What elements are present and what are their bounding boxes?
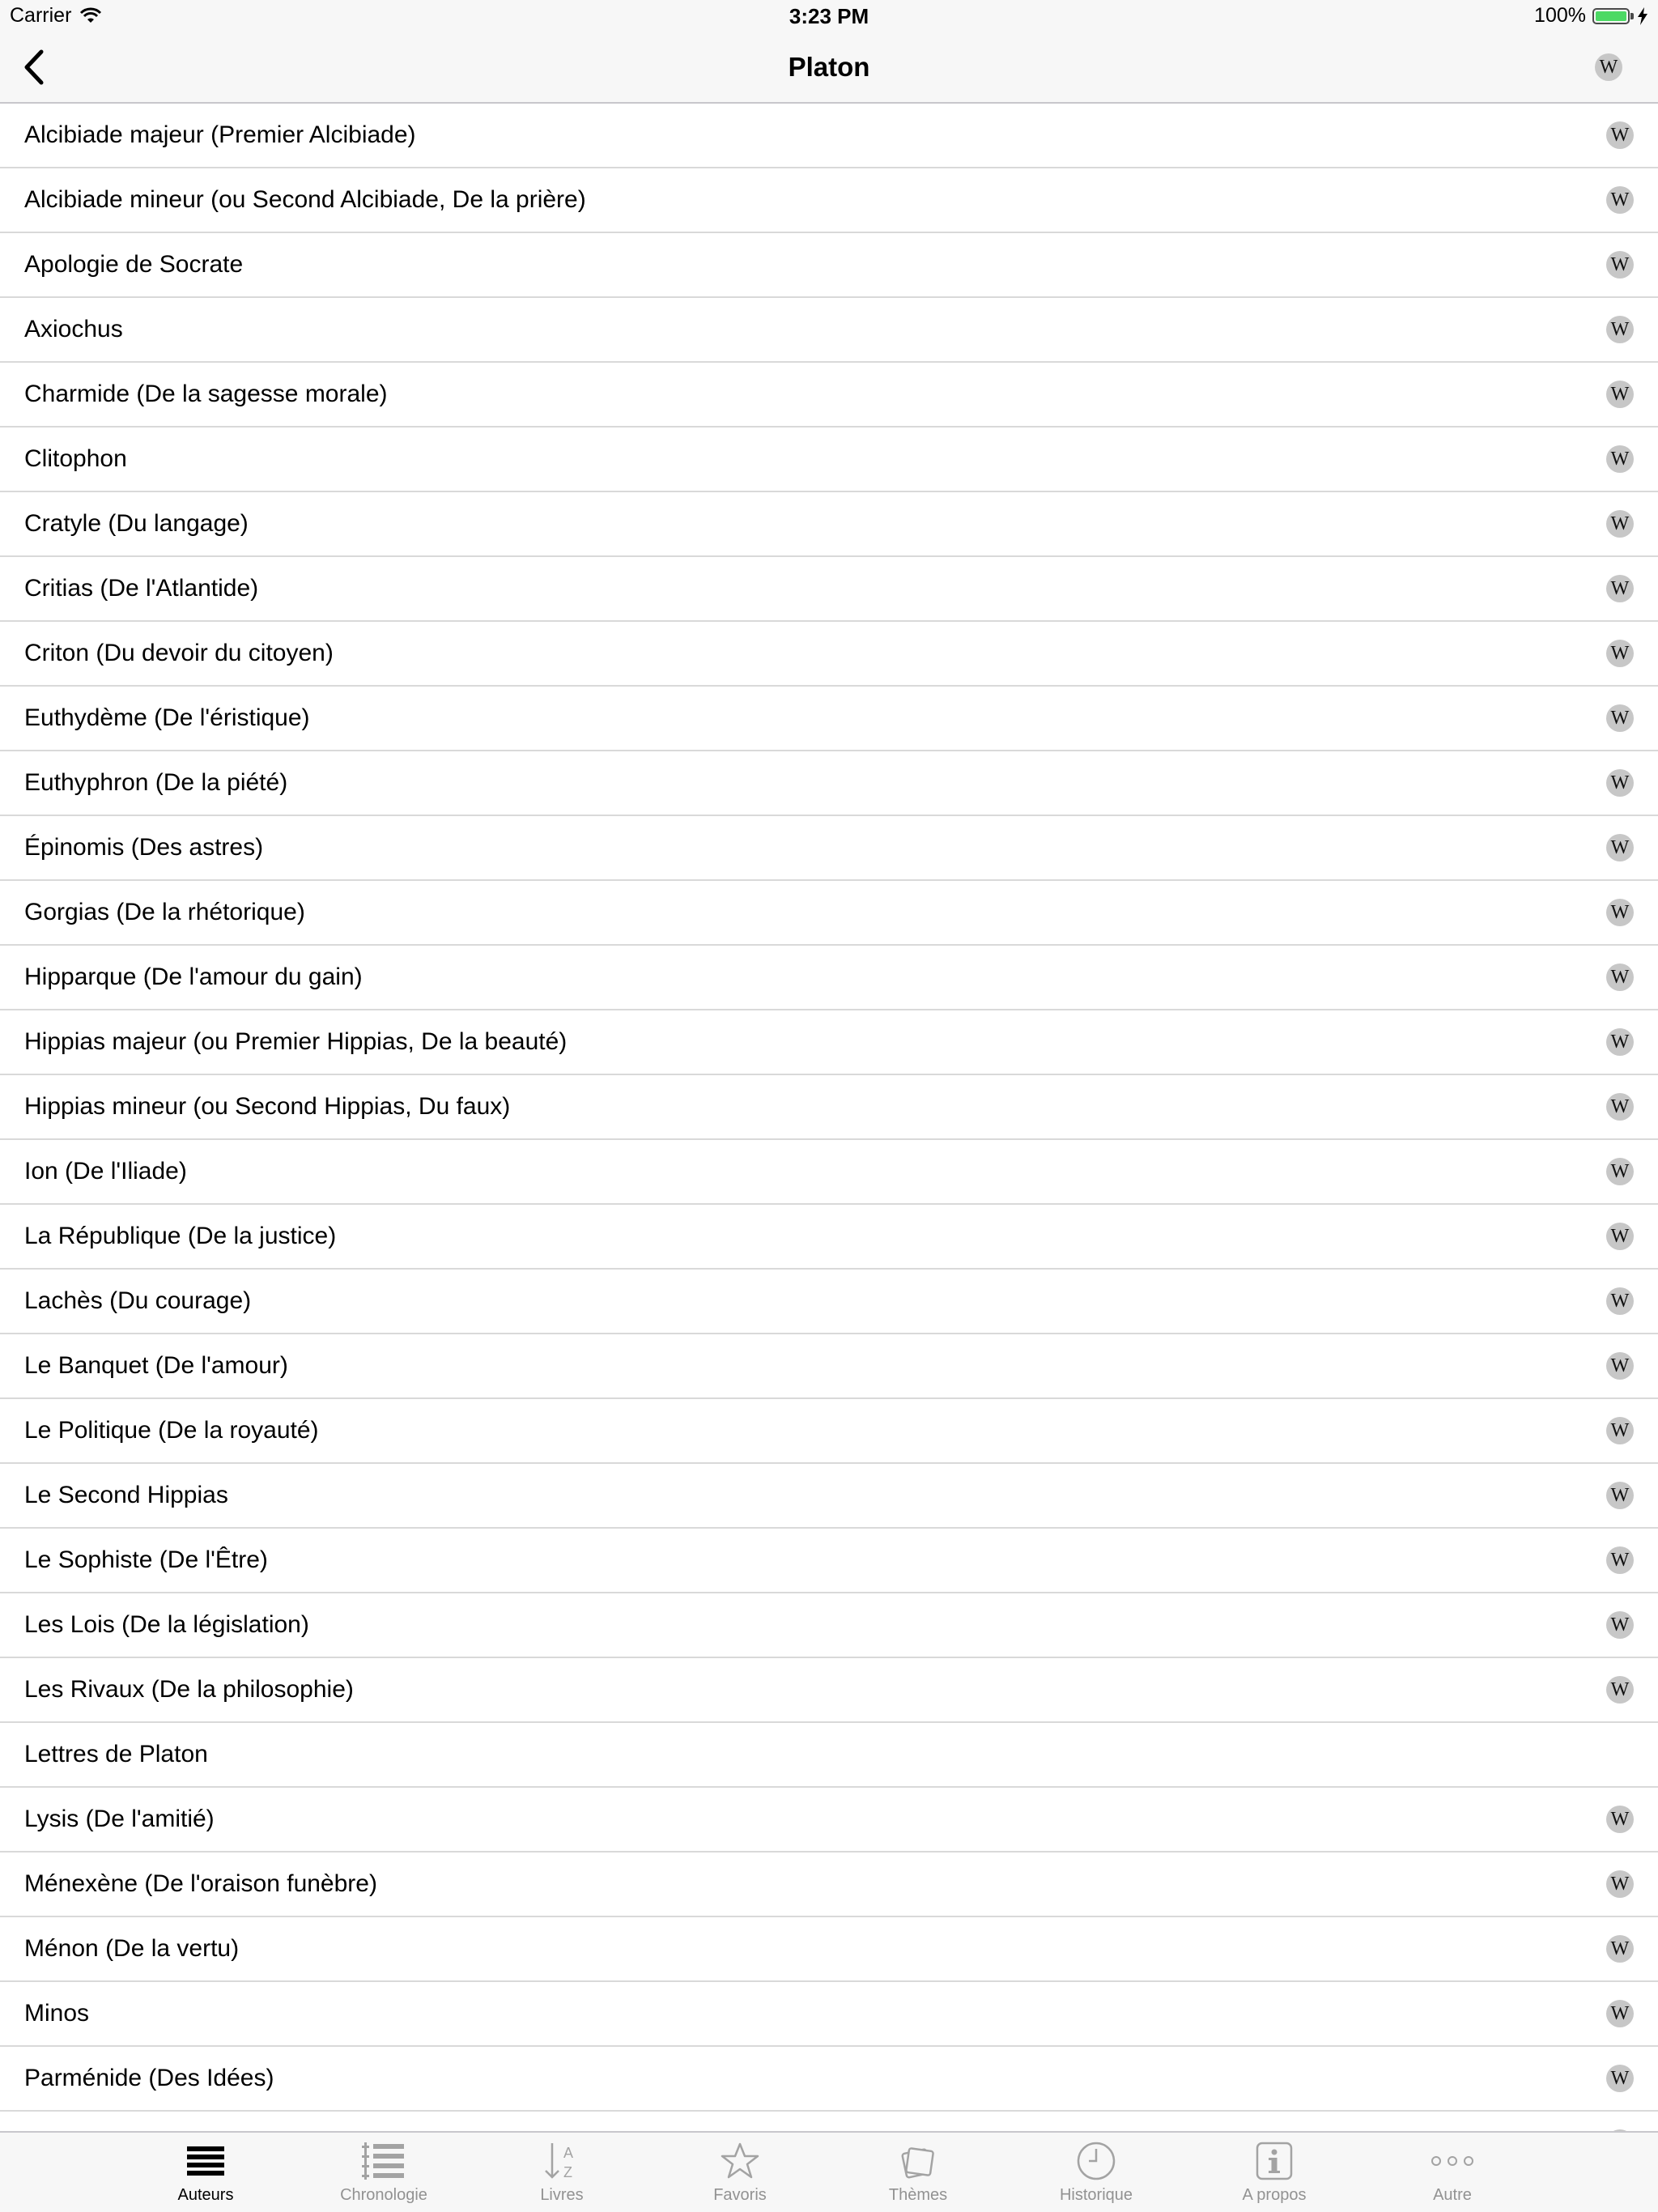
list-item[interactable] [0,1917,1658,1982]
tab-favoris[interactable] [651,2133,829,2212]
list-item-title: Parménide (Des Idées) [24,2065,274,2091]
wikipedia-icon: W [1606,575,1634,602]
list-item-title: Épinomis (Des astres) [24,834,264,861]
list-item-title: Hipparque (De l'amour du gain) [24,963,363,990]
wikipedia-icon: W [1606,121,1634,149]
list-item-title: Euthydème (De l'éristique) [24,704,310,731]
list-item-title: Cratyle (Du langage) [24,510,249,537]
list-icon [185,2141,226,2181]
tab-label: Auteurs [177,2186,234,2204]
info-icon [1256,2141,1293,2181]
wikipedia-icon: W [1606,381,1634,408]
tab-label: Historique [1059,2186,1133,2204]
tab-bar [0,2131,1658,2212]
wikipedia-link-button[interactable] [1606,640,1634,667]
battery-tip [1630,13,1634,19]
list-item[interactable] [0,881,1658,946]
tab-label: Thèmes [888,2186,948,2204]
list-item-title: La République (De la justice) [24,1223,337,1249]
sort-az-icon [542,2141,581,2181]
tab-auteurs[interactable] [117,2133,295,2212]
wikipedia-icon: W [1606,1870,1634,1898]
wikipedia-link-button[interactable] [1606,963,1634,991]
list-item-title: Lettres de Platon [24,1741,208,1767]
tab-label: A propos [1242,2186,1307,2204]
list-item[interactable] [0,428,1658,492]
navigation-bar [0,32,1658,104]
wikipedia-link-button[interactable] [1606,251,1634,279]
list-item-title: Les Lois (De la législation) [24,1611,309,1638]
wikipedia-icon: W [1606,1546,1634,1574]
list-item-title: Le Sophiste (De l'Être) [24,1546,268,1573]
wikipedia-link-button[interactable] [1606,575,1634,602]
tab-label: Autre [1433,2186,1472,2204]
wikipedia-icon: W [1606,1158,1634,1185]
list-item-title: Le Second Hippias [24,1482,228,1508]
wikipedia-icon: W [1606,1482,1634,1509]
wikipedia-link-button[interactable] [1606,1223,1634,1250]
status-bar [0,0,1658,32]
wikipedia-button[interactable] [1595,53,1622,81]
list-item[interactable] [0,1982,1658,2047]
wikipedia-link-button[interactable] [1606,1870,1634,1898]
wikipedia-icon: W [1606,316,1634,343]
battery-indicator [1534,4,1648,28]
wikipedia-link-button[interactable] [1606,1352,1634,1380]
page-title: Platon [788,52,870,82]
wikipedia-link-button[interactable] [1606,704,1634,732]
wikipedia-link-button[interactable] [1606,381,1634,408]
list-item-title: Ion (De l'Iliade) [24,1158,187,1185]
wikipedia-link-button[interactable] [1606,1093,1634,1121]
list-item-title: Apologie de Socrate [24,251,244,278]
wikipedia-icon: W [1606,1352,1634,1380]
wikipedia-icon: W [1606,2000,1634,2027]
list-item-title: Alcibiade majeur (Premier Alcibiade) [24,121,416,148]
list-item-title: Hippias majeur (ou Premier Hippias, De la beauté) [24,1028,568,1055]
list-item-title: Criton (Du devoir du citoyen) [24,640,334,666]
wikipedia-link-button[interactable] [1606,769,1634,797]
list-item[interactable] [0,298,1658,363]
list-item[interactable] [0,557,1658,622]
list-item[interactable] [0,1853,1658,1917]
charging-bolt-icon [1637,7,1648,25]
list-item[interactable] [0,1529,1658,1593]
wikipedia-link-button[interactable] [1606,1806,1634,1833]
list-item[interactable] [0,622,1658,687]
list-item[interactable] [0,1010,1658,1075]
list-item-title: Minos [24,2000,90,2027]
wikipedia-link-button[interactable] [1606,2065,1634,2092]
wikipedia-link-button[interactable] [1606,1935,1634,1963]
tab-label: Favoris [713,2186,767,2204]
wikipedia-link-button[interactable] [1606,1158,1634,1185]
status-time: 3:23 PM [789,4,869,28]
list-item-title: Critias (De l'Atlantide) [24,575,259,602]
wikipedia-icon: W [1606,2065,1634,2092]
svg-text:A: A [563,2145,574,2161]
list-item[interactable] [0,687,1658,751]
list-item[interactable] [0,751,1658,816]
wikipedia-link-button[interactable] [1606,834,1634,861]
wikipedia-link-button[interactable] [1606,316,1634,343]
wikipedia-icon: W [1606,186,1634,214]
list-item-title: Ménon (De la vertu) [24,1935,240,1962]
tab-chronologie[interactable] [295,2133,473,2212]
list-item[interactable] [0,1723,1658,1788]
wikipedia-link-button[interactable] [1606,445,1634,473]
list-item[interactable] [0,1788,1658,1853]
list-item[interactable] [0,1270,1658,1334]
tab-label: Livres [540,2186,584,2204]
tab-historique[interactable] [1007,2133,1185,2212]
list-item[interactable] [0,492,1658,557]
wikipedia-icon: W [1606,834,1634,861]
wikipedia-icon: W [1606,445,1634,473]
wikipedia-icon: W [1606,1028,1634,1056]
list-item-title: Gorgias (De la rhétorique) [24,899,305,925]
list-item[interactable] [0,2047,1658,2112]
wikipedia-icon: W [1606,1676,1634,1704]
list-item[interactable] [0,1658,1658,1723]
list-item-title: Le Politique (De la royauté) [24,1417,319,1444]
list-item[interactable] [0,946,1658,1010]
tabs-container [117,2133,1541,2212]
wikipedia-icon: W [1606,769,1634,797]
list-item-title: Axiochus [24,316,123,342]
wikipedia-link-button[interactable] [1606,1417,1634,1444]
wikipedia-link-button[interactable] [1606,1611,1634,1639]
list-item-title: Lysis (De l'amitié) [24,1806,215,1832]
wikipedia-link-button[interactable] [1606,1546,1634,1574]
wikipedia-link-button[interactable] [1606,510,1634,538]
wikipedia-icon: W [1606,251,1634,279]
works-list[interactable] [0,104,1658,2131]
wikipedia-link-button[interactable] [1606,121,1634,149]
list-item[interactable] [0,1334,1658,1399]
wikipedia-icon: W [1606,899,1634,926]
clock-icon [1076,2141,1116,2181]
wikipedia-link-button[interactable] [1606,1676,1634,1704]
list-item[interactable] [0,1464,1658,1529]
wikipedia-icon: W [1606,1806,1634,1833]
wikipedia-icon: W [1606,510,1634,538]
wikipedia-icon: W [1606,1611,1634,1639]
more-icon [1431,2141,1474,2181]
wikipedia-icon: W [1606,1093,1634,1121]
list-item-title: Clitophon [24,445,127,472]
tab-a-propos[interactable] [1185,2133,1363,2212]
timeline-icon [362,2141,406,2181]
wikipedia-link-button[interactable] [1606,899,1634,926]
list-item-title: Lachès (Du courage) [24,1287,252,1314]
list-item[interactable] [0,233,1658,298]
wikipedia-link-button[interactable] [1606,186,1634,214]
wikipedia-link-button[interactable] [1606,1287,1634,1315]
tab-th-mes[interactable] [829,2133,1007,2212]
tab-autre[interactable] [1363,2133,1541,2212]
list-item[interactable] [0,168,1658,233]
svg-text:Z: Z [563,2164,572,2180]
wikipedia-icon: W [1606,963,1634,991]
wikipedia-icon: W [1606,640,1634,667]
tab-livres[interactable] [473,2133,651,2212]
list-item-title: Les Rivaux (De la philosophie) [24,1676,354,1703]
wikipedia-icon: W [1606,1223,1634,1250]
list-item-title: Hippias mineur (ou Second Hippias, Du faux) [24,1093,511,1120]
carrier-label: Carrier [10,4,72,27]
wikipedia-link-button[interactable] [1606,1482,1634,1509]
list-item[interactable] [0,1399,1658,1464]
list-item[interactable] [0,1593,1658,1658]
wikipedia-icon: W [1606,1287,1634,1315]
tab-label: Chronologie [340,2186,427,2204]
list-item[interactable] [0,363,1658,428]
cards-icon [898,2141,938,2181]
wikipedia-icon: W [1595,53,1622,81]
list-item-title: Le Banquet (De l'amour) [24,1352,288,1379]
list-item-title: Ménexène (De l'oraison funèbre) [24,1870,377,1897]
list-item[interactable] [0,1140,1658,1205]
wikipedia-icon: W [1606,1417,1634,1444]
battery-icon [1592,8,1630,24]
battery-fill [1596,11,1626,21]
wikipedia-icon: W [1606,1935,1634,1963]
wikipedia-icon: W [1606,704,1634,732]
battery-percent: 100% [1534,4,1586,27]
list-item-title: Charmide (De la sagesse morale) [24,381,388,407]
list-item-title: Euthyphron (De la piété) [24,769,288,796]
wikipedia-link-button[interactable] [1606,1028,1634,1056]
star-icon [720,2141,760,2181]
list-item[interactable] [0,1205,1658,1270]
list-item[interactable] [0,104,1658,168]
wikipedia-link-button[interactable] [1606,2000,1634,2027]
list-item[interactable] [0,1075,1658,1140]
list-item-title: Alcibiade mineur (ou Second Alcibiade, De la prière) [24,186,586,213]
list-item[interactable] [0,816,1658,881]
